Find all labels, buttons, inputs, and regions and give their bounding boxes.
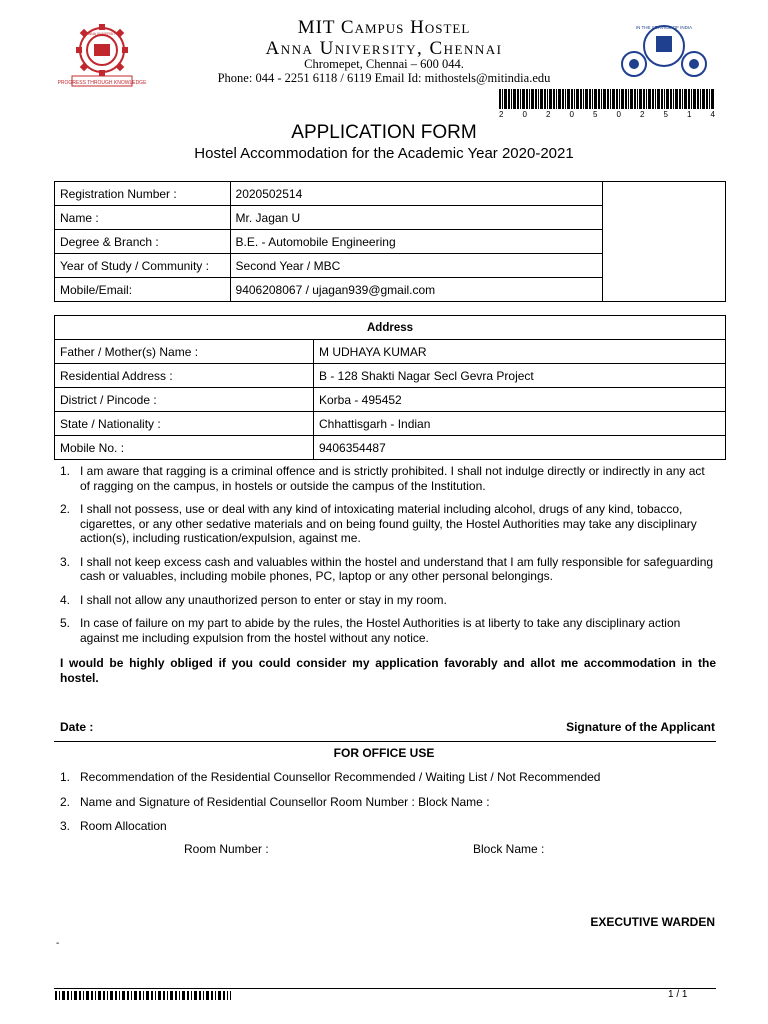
list-item bbox=[60, 795, 716, 809]
list-item bbox=[60, 616, 716, 645]
parent-name-value: M UDHAYA KUMAR bbox=[314, 340, 726, 364]
residential-address-label: Residential Address : bbox=[55, 364, 314, 388]
parent-name-label: Father / Mother(s) Name : bbox=[55, 340, 314, 364]
district-pincode-label: District / Pincode : bbox=[55, 388, 314, 412]
rule-text: I shall not allow any unauthorized person to enter or stay in my room. bbox=[80, 592, 447, 607]
district-pincode-value: Korba - 495452 bbox=[314, 388, 726, 412]
office-item-text: Recommendation of the Residential Counsellor Recommended / Waiting List / Not Recommended bbox=[80, 770, 601, 784]
office-item-text: Name and Signature of Residential Counsellor Room Number : Block Name : bbox=[80, 795, 490, 809]
list-item bbox=[60, 770, 716, 784]
left-logo-name: ANNA UNIVERSITY bbox=[86, 32, 118, 36]
contact-line: Phone: 044 - 2251 6118 / 6119 Email Id: mithostels@mitindia.edu bbox=[217, 71, 551, 85]
form-subtitle: Hostel Accommodation for the Academic Year 2020-2021 bbox=[194, 145, 574, 162]
registration-number-label: Registration Number : bbox=[55, 182, 231, 206]
barcode-digit: 0 bbox=[616, 110, 621, 119]
left-logo-motto: PROGRESS THROUGH KNOWLEDGE bbox=[57, 80, 147, 86]
rule-number: 2. bbox=[60, 502, 71, 516]
state-nationality-value: Chhattisgarh - Indian bbox=[314, 412, 726, 436]
barcode-digit: 5 bbox=[663, 110, 668, 119]
table-row bbox=[55, 412, 726, 436]
list-item bbox=[60, 593, 716, 608]
university-name: Anna University, Chennai bbox=[265, 38, 503, 59]
rule-text: I shall not keep excess cash and valuables within the hostel and understand that I am fully responsible for safeguarding cash or valuables, including mobile phones, PC, laptop or any other personal belongings. bbox=[80, 554, 714, 583]
table-row bbox=[55, 340, 726, 364]
table-row bbox=[55, 388, 726, 412]
rule-number: 1. bbox=[60, 464, 71, 478]
office-item-text: Room Allocation bbox=[80, 819, 167, 833]
office-use-heading: FOR OFFICE USE bbox=[333, 746, 435, 760]
date-label: Date : bbox=[60, 720, 94, 734]
form-title: APPLICATION FORM bbox=[291, 122, 477, 143]
residential-address-value: B - 128 Shakti Nagar Secl Gevra Project bbox=[314, 364, 726, 388]
table-row bbox=[55, 364, 726, 388]
closing-request: I would be highly obliged if you could consider my application favorably and allot me accommodation in the hostel. bbox=[60, 656, 716, 685]
table-row bbox=[55, 436, 726, 460]
mobile-no-label: Mobile No. : bbox=[55, 436, 314, 460]
year-community-value: Second Year / MBC bbox=[230, 254, 602, 278]
name-value: Mr. Jagan U bbox=[230, 206, 602, 230]
mobile-email-value: 9406208067 / ujagan939@gmail.com bbox=[230, 278, 602, 302]
divider bbox=[54, 741, 716, 742]
year-community-label: Year of Study / Community : bbox=[55, 254, 231, 278]
declaration-rules bbox=[60, 464, 716, 654]
barcode-digit: 1 bbox=[687, 110, 692, 119]
rule-text: In case of failure on my part to abide by the rules, the Hostel Authorities is at liberty to take any disciplinary action against me including expulsion from the hostel without any notice. bbox=[80, 616, 681, 645]
list-item bbox=[60, 819, 716, 833]
list-item bbox=[60, 464, 716, 493]
table-row bbox=[55, 182, 726, 206]
block-name-label: Block Name : bbox=[473, 842, 545, 856]
barcode-digit: 4 bbox=[710, 110, 715, 119]
barcode-digit: 0 bbox=[569, 110, 574, 119]
degree-branch-value: B.E. - Automobile Engineering bbox=[230, 230, 602, 254]
office-item-number: 3. bbox=[60, 819, 71, 833]
name-label: Name : bbox=[55, 206, 231, 230]
registration-barcode bbox=[499, 89, 715, 109]
applicant-signature-label: Signature of the Applicant bbox=[566, 720, 715, 734]
footer-divider bbox=[54, 988, 716, 989]
list-item bbox=[60, 555, 716, 584]
address-table bbox=[54, 315, 726, 460]
mobile-email-label: Mobile/Email: bbox=[55, 278, 231, 302]
degree-branch-label: Degree & Branch : bbox=[55, 230, 231, 254]
registration-number-value: 2020502514 bbox=[230, 182, 602, 206]
student-details-table bbox=[54, 181, 726, 302]
barcode-digit: 0 bbox=[522, 110, 527, 119]
photo-box bbox=[602, 182, 725, 302]
rule-number: 3. bbox=[60, 554, 71, 569]
list-item bbox=[60, 502, 716, 546]
barcode-digit: 2 bbox=[640, 110, 645, 119]
footer-barcode bbox=[55, 991, 231, 1000]
barcode-digits bbox=[499, 110, 715, 119]
barcode-digit: 5 bbox=[593, 110, 598, 119]
barcode-digit: 2 bbox=[546, 110, 551, 119]
room-number-label: Room Number : bbox=[184, 842, 269, 856]
office-item-number: 1. bbox=[60, 770, 71, 784]
address-heading: Address bbox=[55, 316, 726, 340]
barcode-digit: 2 bbox=[499, 110, 504, 119]
executive-warden-label: EXECUTIVE WARDEN bbox=[590, 915, 715, 929]
rule-text: I am aware that ragging is a criminal offence and is strictly prohibited. I shall not indulge directly or indirectly in any act of ragging on the campus, in hostels or outside the campus of the Institution. bbox=[80, 464, 705, 493]
right-logo-text: IN THE SERVICE OF INDIA bbox=[635, 25, 693, 30]
rule-number: 5. bbox=[60, 616, 71, 630]
page-number: 1 / 1 bbox=[668, 989, 688, 1000]
address-line: Chromepet, Chennai – 600 044. bbox=[304, 57, 464, 71]
rule-text: I shall not possess, use or deal with any kind of intoxicating material including alcohol, drugs of any kind, tobacco, cigarettes, or any other sedative materials and on being found guilty, the Hostel Authorities may take any disciplinary action(s), including rustication/expulsion, against me. bbox=[80, 502, 697, 545]
office-item-number: 2. bbox=[60, 795, 71, 809]
mobile-no-value: 9406354487 bbox=[314, 436, 726, 460]
state-nationality-label: State / Nationality : bbox=[55, 412, 314, 436]
hostel-name: MIT Campus Hostel bbox=[297, 17, 471, 38]
rule-number: 4. bbox=[60, 592, 71, 607]
table-row bbox=[55, 316, 726, 340]
footer-mark: - bbox=[56, 938, 60, 949]
